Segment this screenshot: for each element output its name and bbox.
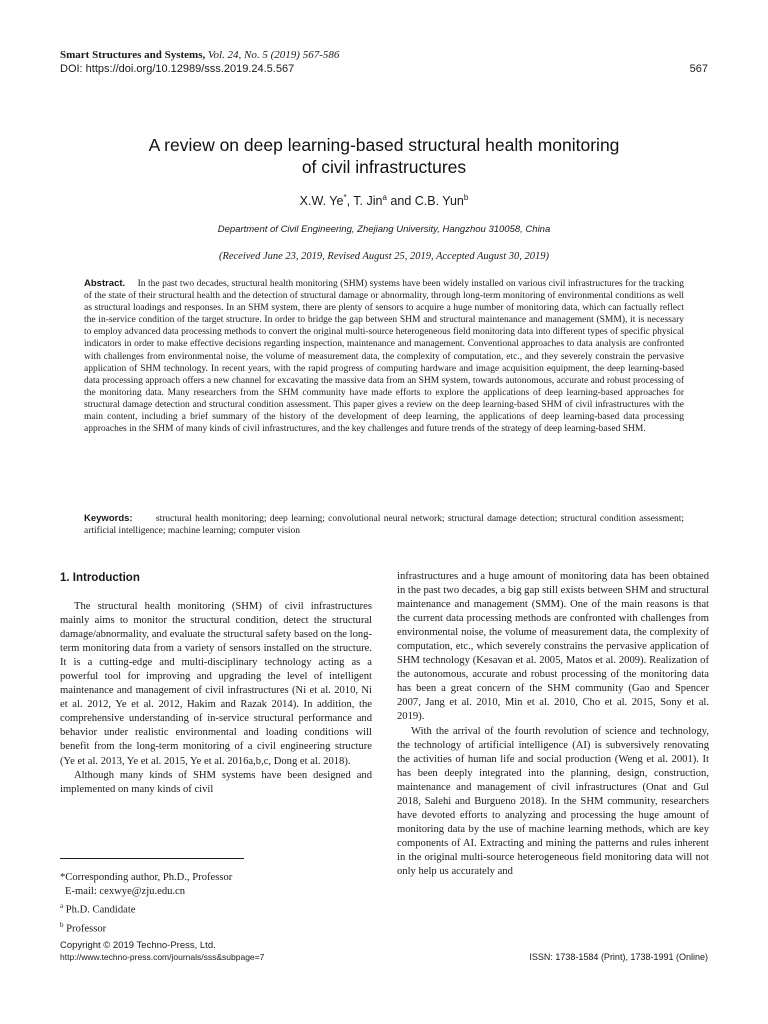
footnote-divider xyxy=(60,858,244,859)
author-2: , T. Jin xyxy=(346,194,383,208)
keywords-text: structural health monitoring; deep learning; convolutional neural network; structural damage detection; structural condition assessment; artificial intelligence; machine learning; computer vision xyxy=(84,514,684,537)
abstract xyxy=(84,278,684,435)
footnote-a xyxy=(60,899,372,918)
keywords xyxy=(84,513,684,537)
abstract-text: In the past two decades, structural health monitoring (SHM) systems have been widely installed on various civil infrastructures for the tracking of the state of their structural health and the detection of structural damage or abnormality, through long-term monitoring of environmental conditions as well as structural loadings and responses. In an SHM system, there are plenty of sensors to acquire a huge number of monitoring data, which can factually reflect the in-service condition of the target structure. In order to bridge the gap between SHM and structural maintenance and management (SMM), it is necessary to employ advanced data processing methods to convert the original multi-source heterogeneous field monitoring data into different types of specific physical indicators in order to make effective decisions regarding inspection, maintenance and management. Conventional approaches to data analysis are confronted with challenges from environmental noise, the volume of measurement data, the complexity of computation, etc., and they severely constrain the pervasive application of SHM technology. In recent years, with the rapid progress of computing hardware and image acquisition equipment, the deep learning-based data processing approach offers a new channel for excavating the massive data from an SHM system, towards autonomous, accurate and robust processing of the monitoring data. Many researchers from the SHM community have made efforts to explore the applications of deep learning-based approaches for structural damage detection and structural condition assessment. This paper gives a review on the deep learning-based SHM of civil infrastructures with the main content, including a brief summary of the history of the development of deep learning, the applications of deep learning-based data processing approaches in the SHM of many kinds of civil infrastructures, and the key challenges and future trends of the strategy of deep learning-based SHM. xyxy=(84,279,685,435)
title-line-1: A review on deep learning-based structural health monitoring xyxy=(148,135,620,155)
intro-paragraph-1: The structural health monitoring (SHM) of civil infrastructures mainly aims to monitor the structural condition, detect the structural damage/abnormality, and evaluate the structural safety based on the long-term monitoring data from a variety of sensors installed on the structure. It is a cutting-edge and multi-disciplinary technology acting as a powerful tool for improving and upgrading the level of intelligent maintenance and management of civil infrastructures (Ni et al. 2010, Ni et al. 2012, Ye et al. 2012, Hakim and Razak 2014). In addition, the comprehensive understanding of in-service structural performance and behavior under realistic environmental and loading conditions will benefit from the long-term monitoring of a civil engineering structure (Ye et al. 2013, Ye et al. 2015, Ye et al. 2016a,b,c, Dong et al. 2018). xyxy=(60,601,372,767)
title-line-2: of civil infrastructures xyxy=(301,157,467,177)
affiliation: Department of Civil Engineering, Zhejiang University, Hangzhou 310058, China xyxy=(217,224,551,235)
journal-url[interactable]: http://www.techno-press.com/journals/sss&subpage=7 xyxy=(60,952,265,962)
intro-paragraph-3: infrastructures and a huge amount of monitoring data has been obtained in the past two decades, a big gap still exists between SHM and structural maintenance and management (SMM). One of the main reasons is that the current data processing methods are confronted with challenges from environmental noise, the volume of measurement data, the complexity of computation, etc., which severely constrains the pervasive application of SHM technology (Kesavan et al. 2005, Matos et al. 2009). Realization of the autonomous, accurate and robust processing of the monitoring data has been a great concern of the SHM community (Gao and Spencer 2007, Jang et al. 2010, Min et al. 2010, Cho et al. 2015, Sony et al. 2019). xyxy=(397,571,709,723)
abstract-label: Abstract. xyxy=(84,278,126,289)
intro-paragraph-2: Although many kinds of SHM systems have been designed and implemented on many kinds of civil xyxy=(60,769,372,795)
footnote-a-mark: a xyxy=(60,902,64,911)
footnote-corresponding: *Corresponding author, Ph.D., Professor xyxy=(60,872,233,883)
author-3: and C.B. Yun xyxy=(386,194,464,208)
footnotes xyxy=(60,871,372,936)
footnote-a-text: Ph.D. Candidate xyxy=(63,904,136,916)
author-list xyxy=(60,194,708,209)
page-number: 567 xyxy=(689,63,708,75)
section-heading: 1. Introduction xyxy=(60,572,140,584)
author-3-mark: b xyxy=(463,192,469,202)
paper-title xyxy=(60,134,708,178)
footnote-email[interactable]: E-mail: cexwye@zju.edu.cn xyxy=(65,886,186,898)
copyright: Copyright © 2019 Techno-Press, Ltd. xyxy=(60,940,216,951)
keywords-label: Keywords: xyxy=(84,513,133,524)
journal-volume: Vol. 24, No. 5 (2019) 567-586 xyxy=(208,49,340,61)
journal-citation xyxy=(60,49,339,62)
intro-left-column xyxy=(60,600,372,797)
journal-name: Smart Structures and Systems, xyxy=(60,49,206,61)
footnote-b-mark: b xyxy=(60,920,64,929)
author-1-mark: * xyxy=(343,192,347,202)
received-dates: (Received June 23, 2019, Revised August 25, 2019, Accepted August 30, 2019) xyxy=(218,251,550,262)
issn: ISSN: 1738-1584 (Print), 1738-1991 (Online) xyxy=(529,952,708,962)
footnote-b-text: Professor xyxy=(63,923,107,935)
footnote-b xyxy=(60,918,372,937)
intro-right-column xyxy=(397,570,709,879)
author-2-mark: a xyxy=(382,192,387,202)
doi-line[interactable]: DOI: https://doi.org/10.12989/sss.2019.24.5.567 xyxy=(60,63,295,75)
intro-paragraph-4: With the arrival of the fourth revolution of science and technology, the technology of artificial intelligence (AI) is subversively renovating the activities of human life and social production (Weng et al. 2001). It has been deeply integrated into the planning, design, construction, maintenance and management of civil infrastructures (Onat and Gul 2018, Salehi and Burgueno 2018). In the SHM community, researchers have devoted efforts to analyzing and processing the huge amount of monitoring data by the use of machine learning methods, which are key components of AI. Extracting and mining the patterns and rules inherent in the original multi-source heterogeneous field monitoring data will not only help us accurately and xyxy=(397,725,709,877)
author-1: X.W. Ye xyxy=(299,194,344,208)
